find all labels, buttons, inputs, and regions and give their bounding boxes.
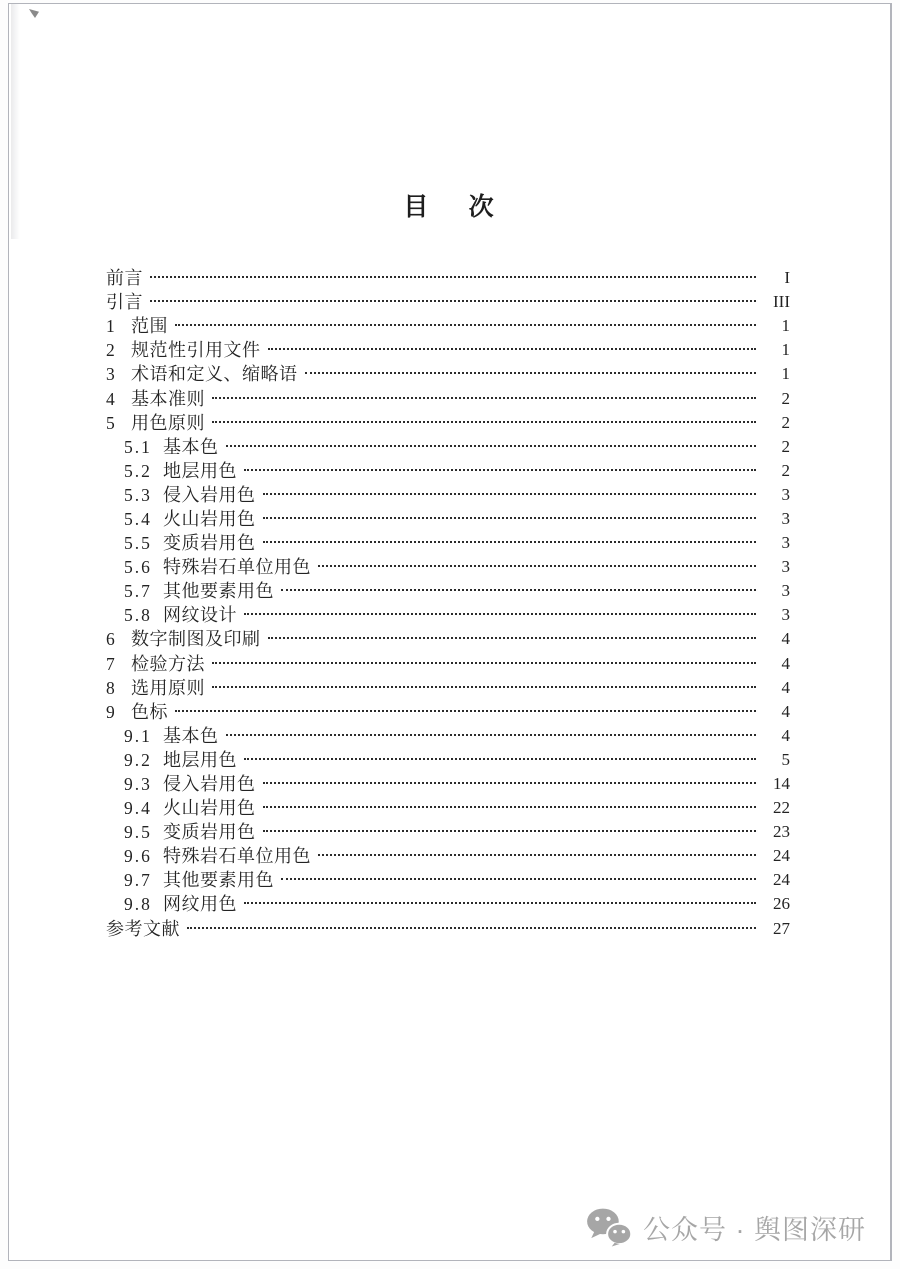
dot-leader: [268, 348, 757, 350]
dot-leader: [212, 421, 756, 423]
dot-leader: [212, 397, 756, 399]
toc-entry-number: 5.1: [124, 436, 152, 457]
toc-entry-number: 9.2: [124, 749, 152, 770]
toc-entry-page: 2: [781, 460, 790, 480]
toc-entry: [106, 627, 790, 651]
toc-entry: [106, 603, 790, 627]
dot-leader: [226, 445, 757, 447]
toc-entry-page: 4: [781, 629, 790, 649]
dot-leader: [244, 469, 756, 471]
toc-entry-number: 9.6: [124, 846, 152, 867]
toc-entry-page: 22: [773, 798, 790, 818]
toc-entry-number: 9: [106, 701, 115, 722]
toc-entry-title: 特殊岩石单位用色: [163, 557, 311, 578]
toc-entry-page: 1: [781, 316, 790, 336]
toc-entry-page: 5: [781, 749, 790, 769]
toc-entry: [106, 748, 790, 772]
dot-leader: [212, 662, 756, 664]
toc-entry-number: 8: [106, 677, 115, 698]
dot-leader: [263, 517, 757, 519]
toc-entry-number: 9.1: [124, 725, 152, 746]
toc-entry-page: 3: [781, 533, 790, 553]
toc-entry: [106, 507, 790, 531]
toc-entry-page: 3: [781, 581, 790, 601]
toc-entry-page: III: [773, 292, 790, 312]
toc-entry-number: 9.5: [124, 822, 152, 843]
toc-entry-page: 3: [781, 605, 790, 625]
toc-entry-page: 1: [781, 340, 790, 360]
dot-leader: [244, 902, 756, 904]
toc-entry-page: 26: [773, 894, 790, 914]
toc-entry-number: 2: [106, 340, 115, 361]
dot-leader: [263, 806, 757, 808]
toc-entry-title: 其他要素用色: [163, 870, 274, 891]
toc-entry-title: 基本色: [163, 725, 219, 746]
toc-entry-number: 4: [106, 388, 115, 409]
toc-entry-number: 5: [106, 412, 115, 433]
toc-entry: [106, 796, 790, 820]
toc-entry: [106, 700, 790, 724]
toc-entry-title: 网纹设计: [163, 605, 237, 626]
toc-entry-page: 4: [781, 677, 790, 697]
toc-entry-title: 检验方法: [131, 653, 205, 674]
dot-leader: [212, 686, 756, 688]
toc-entry: [106, 844, 790, 868]
toc-entry: [106, 868, 790, 892]
toc-entry: [106, 459, 790, 483]
toc-entry-page: 27: [773, 918, 790, 938]
table-of-contents: [106, 266, 790, 941]
toc-entry-number: 5.5: [124, 533, 152, 554]
toc-entry-title: 范围: [131, 316, 168, 337]
toc-entry-title: 侵入岩用色: [163, 774, 256, 795]
dot-leader: [150, 276, 756, 278]
toc-entry-page: I: [784, 268, 790, 288]
toc-entry-title: 特殊岩石单位用色: [163, 846, 311, 867]
toc-entry-title: 色标: [131, 701, 168, 722]
toc-entry-page: 4: [781, 653, 790, 673]
toc-entry-title: 引言: [106, 292, 143, 313]
dot-leader: [318, 565, 756, 567]
toc-entry-title: 数字制图及印刷: [131, 629, 261, 650]
toc-entry: [106, 386, 790, 410]
toc-entry-title: 前言: [106, 268, 143, 289]
toc-entry: [106, 772, 790, 796]
toc-entry-title: 变质岩用色: [163, 533, 256, 554]
toc-entry: [106, 483, 790, 507]
dot-leader: [281, 589, 756, 591]
toc-entry-title: 用色原则: [131, 412, 205, 433]
toc-entry-number: 5.8: [124, 605, 152, 626]
toc-entry-number: 6: [106, 629, 115, 650]
toc-entry-page: 4: [781, 725, 790, 745]
wechat-icon: [585, 1207, 632, 1247]
toc-entry-title: 选用原则: [131, 677, 205, 698]
dot-leader: [226, 734, 757, 736]
toc-entry: [106, 266, 790, 290]
toc-entry: [106, 579, 790, 603]
toc-entry-number: 9.7: [124, 870, 152, 891]
page-title: 目 次: [403, 194, 496, 221]
toc-entry-number: 5.3: [124, 484, 152, 505]
toc-entry-title: 地层用色: [163, 460, 237, 481]
toc-entry-title: 侵入岩用色: [163, 484, 256, 505]
dot-leader: [263, 493, 757, 495]
toc-entry: [106, 555, 790, 579]
toc-entry-number: 5.7: [124, 581, 152, 602]
toc-entry: [106, 652, 790, 676]
dot-leader: [175, 324, 756, 326]
toc-entry-title: 参考文献: [106, 918, 180, 939]
dot-leader: [244, 613, 756, 615]
watermark: [585, 1207, 866, 1247]
toc-entry-page: 24: [773, 846, 790, 866]
toc-entry-number: 5.4: [124, 508, 152, 529]
toc-entry: [106, 820, 790, 844]
toc-entry-page: 14: [773, 774, 790, 794]
scan-artifact: [29, 9, 39, 18]
toc-entry-number: 9.8: [124, 894, 152, 915]
toc-entry-page: 3: [781, 508, 790, 528]
toc-entry-title: 地层用色: [163, 749, 237, 770]
toc-entry-title: 网纹用色: [163, 894, 237, 915]
toc-entry-number: 9.4: [124, 798, 152, 819]
toc-entry-page: 1: [781, 364, 790, 384]
dot-leader: [318, 854, 756, 856]
toc-entry-page: 4: [781, 701, 790, 721]
watermark-text: 公众号 · 舆图深研: [643, 1214, 866, 1245]
toc-entry-title: 变质岩用色: [163, 822, 256, 843]
dot-leader: [281, 878, 756, 880]
toc-entry-title: 火山岩用色: [163, 508, 256, 529]
dot-leader: [175, 710, 756, 712]
toc-entry-title: 基本准则: [131, 388, 205, 409]
toc-entry: [106, 314, 790, 338]
toc-entry-page: 3: [781, 557, 790, 577]
toc-entry: [106, 338, 790, 362]
toc-entry-number: 5.6: [124, 557, 152, 578]
toc-entry: [106, 531, 790, 555]
dot-leader: [150, 300, 756, 302]
toc-entry: [106, 362, 790, 386]
toc-entry-page: 23: [773, 822, 790, 842]
toc-entry-number: 1: [106, 316, 115, 337]
dot-leader: [263, 830, 757, 832]
toc-entry: [106, 435, 790, 459]
dot-leader: [305, 372, 757, 374]
toc-entry: [106, 724, 790, 748]
toc-entry: [106, 892, 790, 916]
toc-entry-number: 5.2: [124, 460, 152, 481]
toc-entry: [106, 917, 790, 941]
toc-entry-page: 2: [781, 412, 790, 432]
toc-entry: [106, 290, 790, 314]
toc-entry-title: 其他要素用色: [163, 581, 274, 602]
toc-entry: [106, 411, 790, 435]
toc-entry-page: 24: [773, 870, 790, 890]
toc-entry-page: 2: [781, 436, 790, 456]
toc-entry-number: 9.3: [124, 774, 152, 795]
toc-entry-title: 术语和定义、缩略语: [131, 364, 298, 385]
toc-entry-number: 3: [106, 364, 115, 385]
toc-entry-page: 2: [781, 388, 790, 408]
dot-leader: [268, 637, 757, 639]
toc-entry: [106, 676, 790, 700]
dot-leader: [244, 758, 756, 760]
toc-entry-title: 规范性引用文件: [131, 340, 261, 361]
dot-leader: [263, 541, 757, 543]
toc-entry-title: 火山岩用色: [163, 798, 256, 819]
toc-entry-number: 7: [106, 653, 115, 674]
document-page: [8, 3, 892, 1261]
toc-entry-title: 基本色: [163, 436, 219, 457]
dot-leader: [263, 782, 757, 784]
dot-leader: [187, 927, 756, 929]
toc-entry-page: 3: [781, 484, 790, 504]
